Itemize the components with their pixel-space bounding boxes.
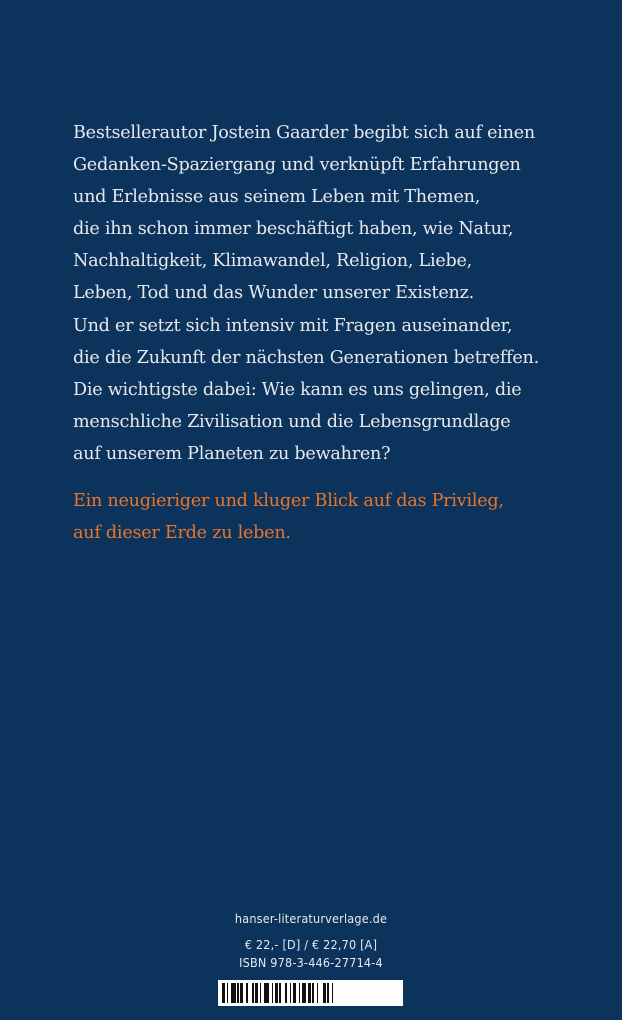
barcode-bar [299,983,301,1003]
barcode-bar [252,983,254,1003]
blurb-line: menschliche Zivilisation und die Lebensgrundlage [73,411,511,432]
barcode-bar [272,983,274,1003]
barcode-bar [246,983,248,1003]
blurb-line: Bestsellerautor Jostein Gaarder begibt sich auf einen [73,123,535,143]
barcode-bar [264,983,269,1003]
blurb-line: und Erlebnisse aus seinem Leben mit Themen, [73,187,481,208]
tagline-line: Ein neugieriger und kluger Blick auf das Privileg, [73,491,504,511]
blurb-line: Die wichtigste dabei: Wie kann es uns gelingen, die [73,379,522,400]
barcode-bar [323,983,326,1003]
tagline-line: auf dieser Erde zu leben. [73,523,291,544]
blurb-line: Leben, Tod und das Wunder unserer Existenz. [73,283,474,304]
barcode-bar [317,983,319,1003]
barcode-bar [260,983,262,1003]
barcode-bar [332,983,334,1003]
barcode-bar [227,983,229,1003]
blurb-line: Gedanken-Spaziergang und verknüpft Erfahrungen [73,155,521,176]
barcode-bar [308,983,311,1003]
isbn-number: ISBN 978-3-446-27714-4 [239,955,383,970]
barcode-bar [275,983,278,1003]
blurb-text [73,117,613,470]
barcode-bar [279,983,281,1003]
barcode-bar [327,983,329,1003]
blurb-line: Nachhaltigkeit, Klimawandel, Religion, Liebe, [73,251,473,272]
barcode-bar [293,983,296,1003]
price-info: € 22,- [D] / € 22,70 [A] [244,937,378,952]
blurb-line: auf unserem Planeten zu bewahren? [73,443,391,464]
blurb-line: Und er setzt sich intensiv mit Fragen auseinander, [73,315,513,336]
tagline-text [73,485,613,549]
publisher-website: hanser-literaturverlage.de [234,911,388,926]
blurb-line: die die Zukunft der nächsten Generationen betreffen. [73,347,539,368]
barcode-bar [240,983,243,1003]
barcode-bar [231,983,236,1003]
barcode-bar [237,983,239,1003]
barcode-bar [302,983,307,1003]
barcode-bar [222,983,225,1003]
barcode [218,980,403,1006]
barcode-bar [255,983,258,1003]
barcode-bar [290,983,292,1003]
barcode-bar [312,983,314,1003]
barcode-bar [285,983,287,1003]
blurb-line: die ihn schon immer beschäftigt haben, wie Natur, [73,219,514,240]
